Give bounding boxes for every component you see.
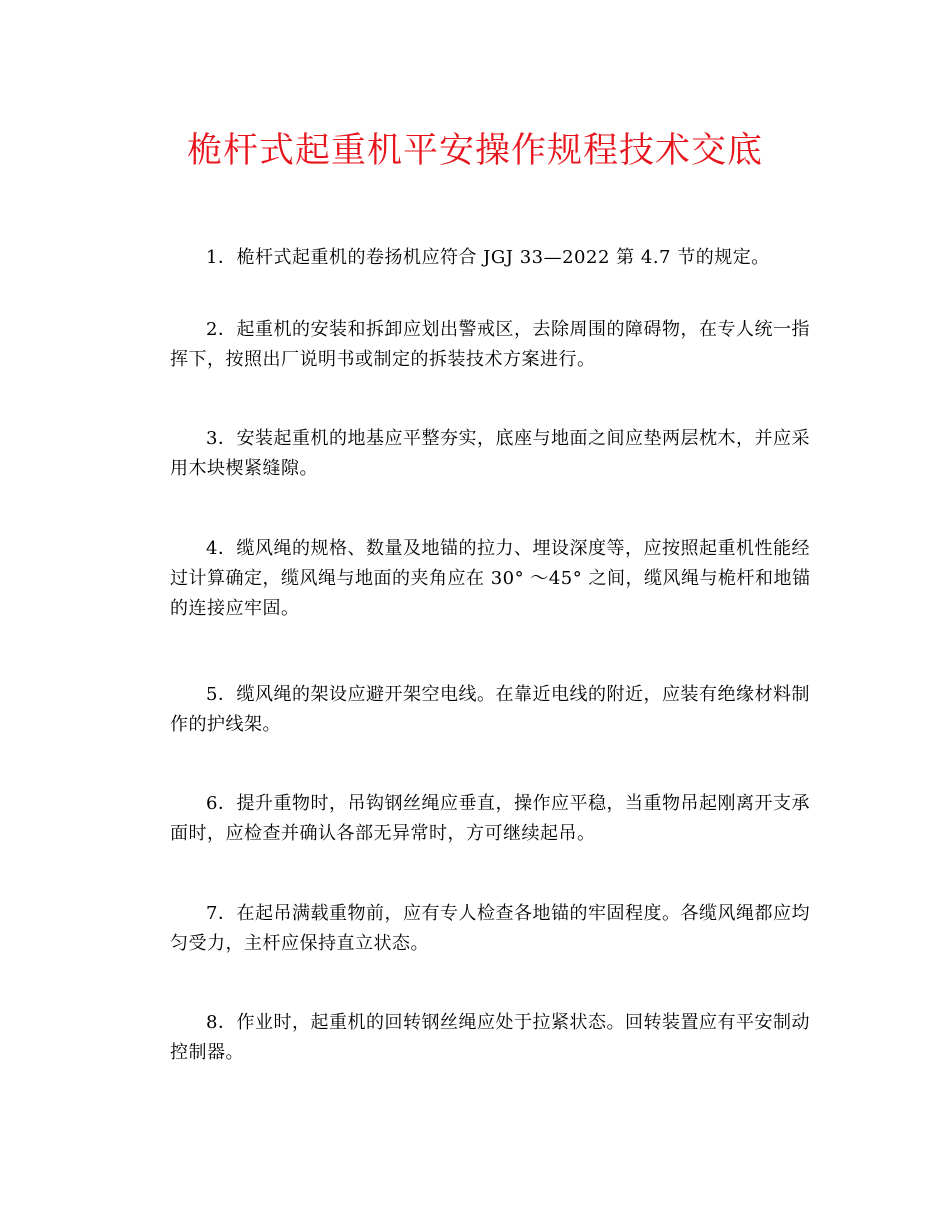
document-title: 桅杆式起重机平安操作规程技术交底 bbox=[186, 131, 763, 171]
paragraph-3: 3．安装起重机的地基应平整夯实，底座与地面之间应垫两层枕木，并应采用木块楔紧缝隙。 bbox=[170, 428, 810, 479]
paragraph-5: 5．缆风绳的架设应避开架空电线。在靠近电线的附近，应装有绝缘材料制作的护线架。 bbox=[170, 684, 810, 735]
paragraph-8: 8．作业时，起重机的回转钢丝绳应处于拉紧状态。回转装置应有平安制动控制器。 bbox=[170, 1012, 810, 1063]
paragraph-1: 1．桅杆式起重机的卷扬机应符合 JGJ 33—2022 第 4.7 节的规定。 bbox=[206, 247, 770, 268]
paragraph-6: 6．提升重物时，吊钩钢丝绳应垂直，操作应平稳，当重物吊起刚离开支承面时，应检查并确认各部无异常时，方可继续起吊。 bbox=[170, 793, 810, 844]
paragraph-7: 7．在起吊满载重物前，应有专人检查各地锚的牢固程度。各缆风绳都应均匀受力，主杆应保持直立状态。 bbox=[170, 903, 810, 954]
paragraph-4: 4．缆风绳的规格、数量及地锚的拉力、埋设深度等，应按照起重机性能经过计算确定，缆风绳与地面的夹角应在 30° ～45° 之间，缆风绳与桅杆和地锚的连接应牢固。 bbox=[170, 538, 811, 619]
paragraph-2: 2．起重机的安装和拆卸应划出警戒区，去除周围的障碍物，在专人统一指挥下，按照出厂说明书或制定的拆装技术方案进行。 bbox=[170, 319, 810, 370]
